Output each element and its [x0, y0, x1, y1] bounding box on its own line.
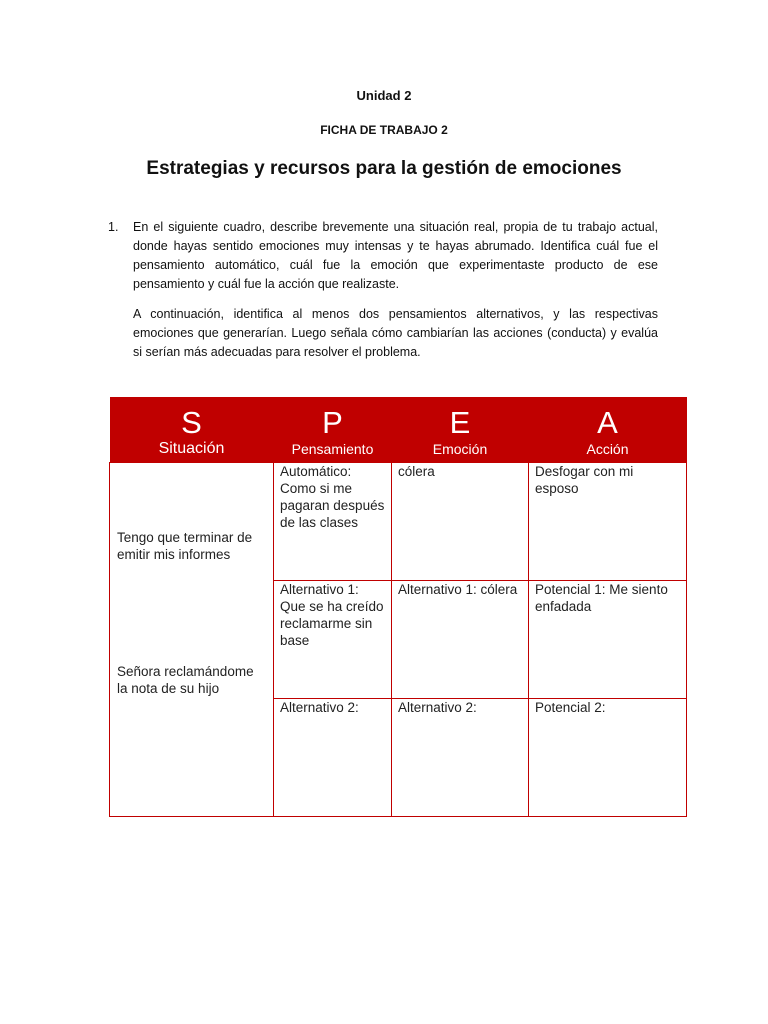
- emocion-cell[interactable]: Alternativo 2:: [392, 699, 529, 817]
- worksheet-label: FICHA DE TRABAJO 2: [320, 123, 448, 137]
- emocion-cell[interactable]: cólera: [392, 463, 529, 581]
- accion-cell[interactable]: Desfogar con mi esposo: [529, 463, 687, 581]
- header-letter-a: A: [597, 405, 618, 440]
- header-word-accion: Acción: [586, 441, 629, 457]
- situacion-cell[interactable]: [110, 463, 274, 817]
- emocion-cell[interactable]: Alternativo 1: cólera: [392, 581, 529, 699]
- header-pensamiento: [274, 397, 392, 463]
- instruction-number: 1.: [108, 220, 119, 234]
- header-emocion: [392, 397, 529, 463]
- page-title: Estrategias y recursos para la gestión de emociones: [146, 158, 622, 179]
- header-accion: [529, 397, 687, 463]
- spea-table: [109, 397, 687, 817]
- header-letter-s: S: [181, 405, 202, 440]
- header-letter-e: E: [449, 405, 471, 440]
- accion-cell[interactable]: Potencial 1: Me siento enfadada: [529, 581, 687, 699]
- header-situacion: [110, 397, 274, 463]
- header-letter-p: P: [322, 405, 343, 440]
- situacion-text-1: Tengo que terminar de emitir mis informes: [117, 530, 253, 562]
- pensamiento-cell[interactable]: Automático: Como si me pagaran después de las clases: [274, 463, 392, 581]
- situacion-text-2: Señora reclamándome la nota de su hijo: [117, 664, 254, 696]
- instruction-paragraph-1: En el siguiente cuadro, describe brevemente una situación real, propia de tu trabajo actual, donde hayas sentido emociones muy intensas y te hayas abrumado. Identifica cuál fue el pensamiento automático, cuál fue la emoción que experimentaste producto de ese pensamiento y cuál fue la acción que realizaste.: [133, 220, 658, 291]
- pensamiento-cell[interactable]: Alternativo 1: Que se ha creído reclamarme sin base: [274, 581, 392, 699]
- unit-label: Unidad 2: [356, 88, 412, 103]
- header-word-situacion: Situación: [158, 440, 225, 457]
- instructions: [108, 218, 658, 362]
- pensamiento-cell[interactable]: Alternativo 2:: [274, 699, 392, 817]
- instruction-paragraph-2: A continuación, identifica al menos dos pensamientos alternativos, y las respectivas emociones que generarían. Luego señala cómo cambiarían las acciones (conducta) y evalúa si serían más adecuadas para resolver el problema.: [133, 307, 658, 359]
- spea-header-row: [110, 397, 687, 463]
- accion-cell[interactable]: Potencial 2:: [529, 699, 687, 817]
- table-row: [110, 463, 687, 581]
- header-word-pensamiento: Pensamiento: [291, 441, 374, 457]
- header-word-emocion: Emoción: [432, 441, 488, 457]
